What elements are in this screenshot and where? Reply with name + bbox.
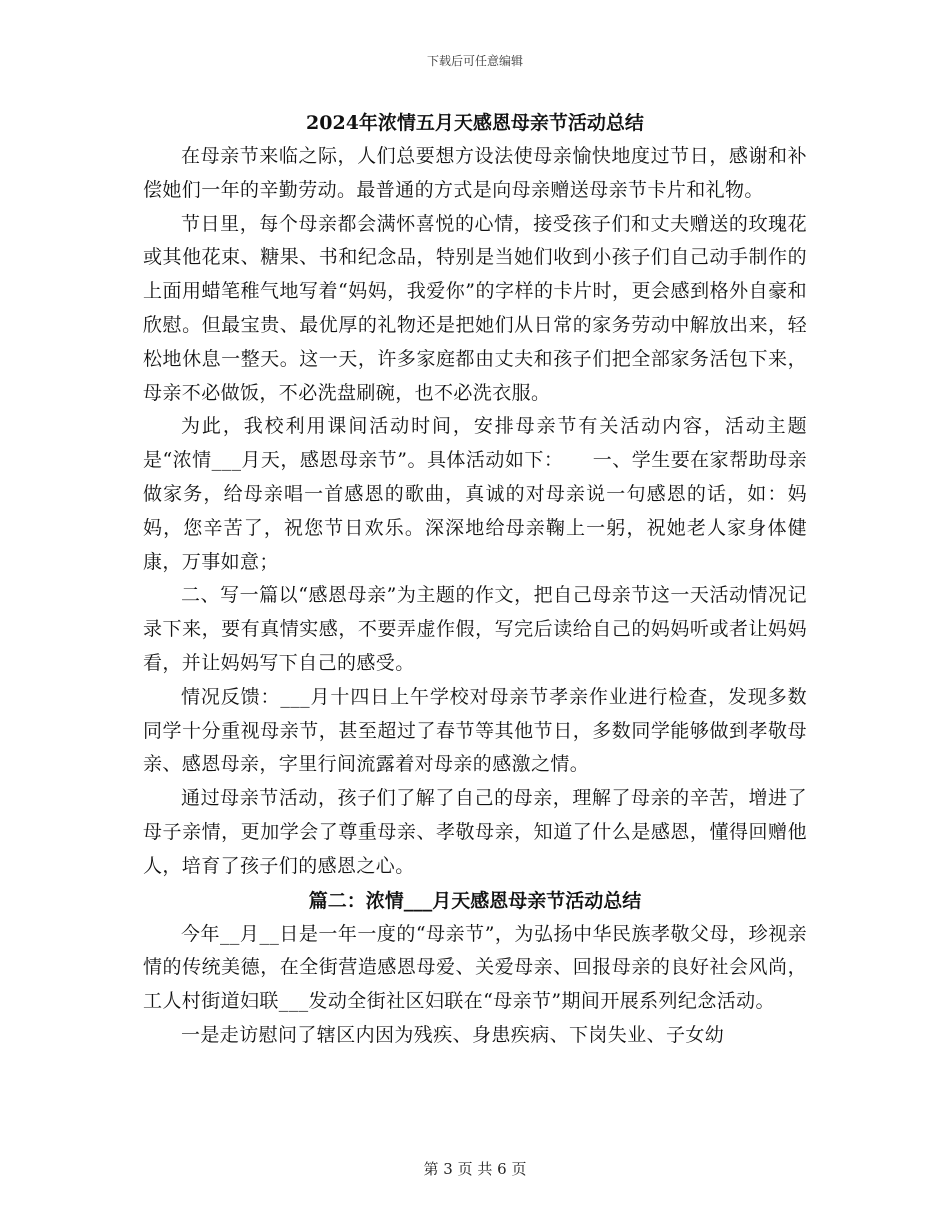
- section-2-paragraph-intro: 今年__月__日是一年一度的“母亲节”，为弘扬中华民族孝敬父母，珍视亲情的传统美德，在全街营造感恩母爱、关爱母亲、回报母亲的良好社会风尚，工人村街道妇联___发动全街社区妇联在“母亲节”期间开展系列纪念活动。: [143, 922, 807, 1013]
- paragraph-activities: 为此，我校利用课间活动时间，安排母亲节有关活动内容，活动主题是“浓情___月天，感恩母亲节”。具体活动如下： 一、学生要在家帮助母亲做家务，给母亲唱一首感恩的歌曲，真诚的对母亲说一句感恩的话，如：妈妈，您辛苦了，祝您节日欢乐。深深地给母亲鞠上一躬，祝她老人家身体健康，万事如意；: [143, 415, 807, 573]
- paragraph-essay: 二、写一篇以“感恩母亲”为主题的作文，把自己母亲节这一天活动情况记录下来，要有真情实感，不要弄虚作假，写完后读给自己的妈妈听或者让妈妈看，并让妈妈写下自己的感受。: [143, 584, 807, 674]
- page-number: 第 3 页 共 6 页: [423, 1160, 527, 1178]
- header-note: 下载后可任意编辑: [426, 54, 523, 68]
- section-2-paragraph-visits: 一是走访慰问了辖区内因为残疾、身患疾病、下岗失业、子女幼: [181, 1023, 725, 1046]
- document-body: [143, 106, 807, 1053]
- paragraph-feedback: 情况反馈：___月十四日上午学校对母亲节孝亲作业进行检查，发现多数同学十分重视母亲节，甚至超过了春节等其他节日，多数同学能够做到孝敬母亲、感恩母亲，字里行间流露着对母亲的感激之情。: [143, 685, 807, 776]
- paragraph-conclusion: 通过母亲节活动，孩子们了解了自己的母亲，理解了母亲的辛苦，增进了母子亲情，更加学会了尊重母亲、孝敬母亲，知道了什么是感恩，懂得回赠他人，培育了孩子们的感恩之心。: [143, 787, 807, 877]
- section-2-title: 篇二：浓情___月天感恩母亲节活动总结: [308, 889, 642, 912]
- document-title: 2024年浓情五月天感恩母亲节活动总结: [306, 112, 644, 134]
- paragraph-holiday: 节日里，每个母亲都会满怀喜悦的心情，接受孩子们和丈夫赠送的玫瑰花或其他花束、糖果、书和纪念品，特别是当她们收到小孩子们自己动手制作的上面用蜡笔稚气地写着“妈妈，我爱你”的字样的卡片时，更会感到格外自豪和欣慰。但最宝贵、最优厚的礼物还是把她们从日常的家务劳动中解放出来，轻松地休息一整天。这一天，许多家庭都由丈夫和孩子们把全部家务活包下来，母亲不必做饭，不必洗盘刷碗，也不必洗衣服。: [143, 212, 807, 404]
- paragraph-intro: 在母亲节来临之际，人们总要想方设法使母亲愉快地度过节日，感谢和补偿她们一年的辛勤劳动。最普通的方式是向母亲赠送母亲节卡片和礼物。: [143, 145, 807, 201]
